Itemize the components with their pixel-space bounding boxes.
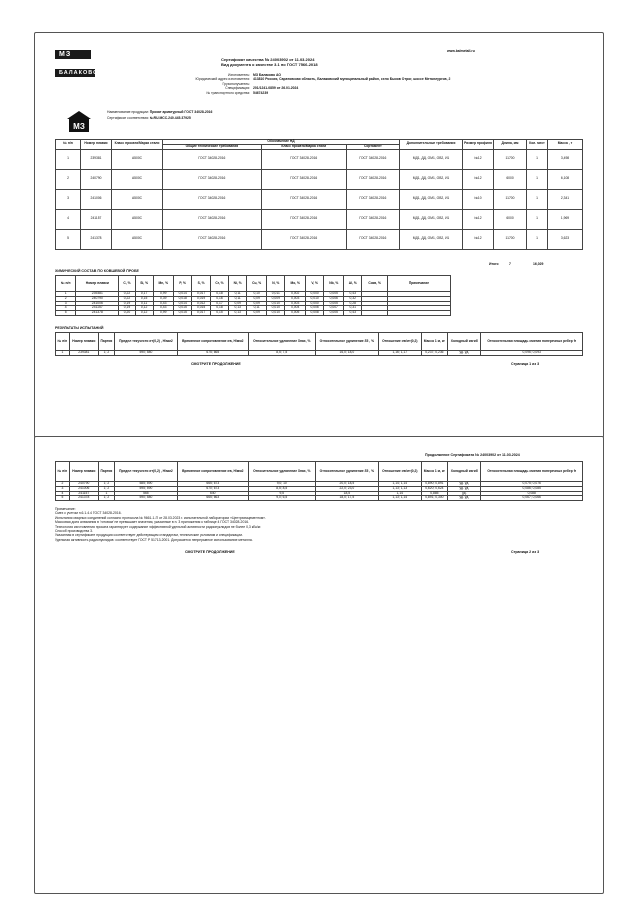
cell: 0,000 [305, 292, 323, 297]
product-table [55, 139, 583, 250]
cell: 0,017 [192, 311, 210, 316]
cell: 0,010 [267, 301, 285, 306]
cell: 6000 [494, 169, 527, 189]
cell: 1,14; 1,14 [379, 482, 421, 487]
cell: 1 [527, 169, 548, 189]
cell: 240790 [76, 296, 119, 301]
cell: 0,010 [305, 296, 323, 301]
cell: 0,005 [324, 301, 344, 306]
col-tech: Общие технические требования [163, 144, 262, 149]
cell: 240790 [81, 169, 112, 189]
col-nd-group: Обозначение НД [163, 140, 400, 145]
test-table [55, 332, 583, 356]
continue-label: СМОТРИТЕ ПРОДОЛЖЕНИЕ [185, 550, 235, 554]
info-label: Юридический адрес изготовителя: [195, 77, 250, 82]
cell: 590; 580 [115, 496, 178, 501]
cell: 1,16; 1,17 [379, 351, 421, 356]
test-col: № п/п [56, 462, 70, 482]
table-row [56, 169, 583, 189]
cell: 0,007 [324, 306, 344, 311]
cell: 2 [56, 296, 76, 301]
test-title: РЕЗУЛЬТАТЫ ИСПЫТАНИЙ [55, 326, 104, 330]
cell: 1 [98, 491, 114, 496]
table-row [56, 189, 583, 209]
cell: 0,018 [174, 296, 192, 301]
cell: 241006 [81, 189, 112, 209]
cell: 0,09 [229, 301, 247, 306]
cell: 0,20 [119, 311, 136, 316]
cell: 9,0; 10 [248, 482, 315, 487]
test-col: Номер плавки [69, 462, 98, 482]
cell: 1 [527, 149, 548, 169]
cell: A500C [112, 149, 163, 169]
chem-col: Номер плавки [76, 276, 119, 292]
cell: №12 [463, 209, 494, 229]
cell: №12 [463, 149, 494, 169]
col-length: Длина, мм [494, 140, 527, 150]
note-line: Способ производства 3. [55, 529, 93, 534]
cell: МД1, ДД, ОМ1, ОВ2, И1 [400, 189, 463, 209]
cell: ГОСТ 34028-2016 [346, 189, 399, 209]
cell: 0,237; 0,236 [421, 351, 448, 356]
cell: 1; 2 [98, 351, 114, 356]
cell: МД1, ДД, ОМ1, ОВ2, И1 [400, 169, 463, 189]
test-col: Масса 1 м, кг [421, 333, 448, 351]
cell: 2 [56, 482, 70, 487]
test-col: Относительное удлинение δ5 , % [315, 333, 378, 351]
cell: 0,890; 0,891 [421, 482, 448, 487]
conformity-row [107, 116, 191, 120]
cell [388, 311, 451, 316]
chem-col: Nb, % [324, 276, 344, 292]
cell: 0,17 [210, 301, 228, 306]
chem-col: Si, % [135, 276, 153, 292]
certificate-title: Сертификат качества № 24003902 от 11.03.2024 [221, 57, 315, 62]
cell: уд. уд. [448, 482, 481, 487]
info-label: Спецификация: [225, 86, 250, 91]
chem-col: № п/п [56, 276, 76, 292]
cell: 0,006 [324, 296, 344, 301]
test-col: № п/п [56, 333, 70, 351]
cell: 0,086; 0,085 [481, 486, 583, 491]
table-row [56, 229, 583, 249]
cell: 241157 [81, 209, 112, 229]
cell: 0,620; 0,624 [421, 486, 448, 491]
cell: 9,5 [248, 491, 315, 496]
cell: 0,09 [247, 311, 267, 316]
cell: 0,15 [210, 311, 228, 316]
cell: №12 [463, 169, 494, 189]
col-num: № п/п [56, 140, 81, 150]
continuation-header: Продолжение Сертификата № 24003902 от 11.03.2024 [425, 453, 520, 457]
page-number: Страница 1 из 3 [511, 362, 540, 366]
info-value: 413810 Россия, Саратовская область, Балаковский муниципальный район, село Быков Отрог, шоссе Металлургов, 2 [253, 77, 451, 82]
cell: 595; 590 [115, 486, 178, 491]
cell: 5 [56, 311, 76, 316]
page-number: Страница 2 из 3 [511, 550, 540, 554]
cell: ГОСТ 34028-2016 [346, 209, 399, 229]
col-grade-nd: Класс проката/Марка стали [261, 144, 346, 149]
cell: 0,28 [344, 301, 362, 306]
manufacturer-info [125, 73, 585, 95]
cell: 1; 2 [98, 486, 114, 491]
cell: 1 [56, 149, 81, 169]
col-grade: Класс проката/Марка стали [112, 140, 163, 150]
cell: 1 [527, 209, 548, 229]
certificate-page-1 [34, 32, 604, 438]
cell: 3 [56, 301, 76, 306]
info-label: № транспортного средства: [206, 90, 250, 95]
chem-col: Сэкв, % [362, 276, 388, 292]
cell: 0,011 [267, 292, 285, 297]
cell: 0,019 [192, 296, 210, 301]
cell: МД1, ДД, ОМ1, ОВ2, И1 [400, 229, 463, 249]
continue-label: СМОТРИТЕ ПРОДОЛЖЕНИЕ [191, 362, 241, 366]
cell: A500C [112, 229, 163, 249]
chem-col: Al, % [344, 276, 362, 292]
cell: 1; 2 [98, 482, 114, 487]
cell: 20,0; 18,5 [315, 482, 378, 487]
cell: 0,11 [247, 306, 267, 311]
cell: 239381 [69, 351, 98, 356]
cell: 0,31 [344, 306, 362, 311]
total-qty: 7 [509, 262, 511, 266]
test-col: Относительная площадь смятия поперечных ребер fr [481, 333, 583, 351]
cell: 0,088 [481, 491, 583, 496]
cell: 0,99 [153, 292, 173, 297]
test-col: Партия [98, 333, 114, 351]
conformity-value: №RU.МСС.240.445.37925 [149, 116, 191, 120]
test-col: Отношение σв/σт(0,2) [379, 462, 421, 482]
website-url[interactable]: www.balmetall.ru [447, 49, 475, 53]
info-value: МЗ Балаково АО [253, 73, 282, 77]
cell: 0,009 [267, 296, 285, 301]
cell: 0,015 [174, 306, 192, 311]
cell [362, 311, 388, 316]
cell: 0,010 [267, 306, 285, 311]
cell: 0,014 [174, 292, 192, 297]
cell: уд. [448, 491, 481, 496]
col-assort: Сортамент [346, 144, 399, 149]
cell: 0,19 [119, 301, 136, 306]
cell: ГОСТ 34028-2016 [261, 209, 346, 229]
cell: МД1, ДД, ОМ1, ОВ2, И1 [400, 209, 463, 229]
cell: 4 [56, 491, 70, 496]
chem-table [55, 275, 451, 316]
test-col: Относительное удлинение δ5 , % [315, 462, 378, 482]
chem-col: Примечание [388, 276, 451, 292]
svg-text:МЗ: МЗ [73, 122, 85, 131]
cell: МД1, ДД, ОМ1, ОВ2, И1 [400, 149, 463, 169]
table-row [56, 149, 583, 169]
cell: 585; 590 [115, 482, 178, 487]
cell: ГОСТ 34028-2016 [346, 169, 399, 189]
cell: 9,0; 6,5 [248, 496, 315, 501]
cell: 0,015 [192, 306, 210, 311]
note-line: Указанная в сертификате продукция соответствует действующим стандартам, технические условиям и спецификации. [55, 533, 243, 538]
cell: 0,15 [135, 296, 153, 301]
total-label: Итого [489, 262, 499, 266]
info-label: Грузополучатель: [222, 81, 250, 86]
chem-col: Cr, % [210, 276, 228, 292]
cell: 0,09 [247, 301, 267, 306]
cell: 640 [177, 491, 248, 496]
cell: 0,09 [247, 296, 267, 301]
cell: A500C [112, 189, 163, 209]
cell: ГОСТ 34028-2016 [346, 229, 399, 249]
cell: 1 [527, 189, 548, 209]
chem-col: N, % [267, 276, 285, 292]
cell: 0,000 [305, 301, 323, 306]
cell: 241378 [76, 311, 119, 316]
cell: 0,008 [305, 311, 323, 316]
cell: 2,341 [548, 189, 583, 209]
chem-col: V, % [305, 276, 323, 292]
cell: 1 [56, 351, 70, 356]
cell: 0,18 [210, 306, 228, 311]
cell: ГОСТ 34028-2016 [261, 149, 346, 169]
cell: 0,43 [153, 306, 173, 311]
table-row [56, 311, 451, 316]
cell: 0,002 [285, 292, 305, 297]
cell: ГОСТ 34028-2016 [163, 169, 262, 189]
cell: 0,32 [344, 296, 362, 301]
test-col: Предел текучести σт(0,2) , Н/мм2 [115, 333, 178, 351]
cell: 240790 [69, 482, 98, 487]
cell: 241378 [81, 229, 112, 249]
cell: 0,22 [119, 296, 136, 301]
cell: 670; 673 [177, 486, 248, 491]
test-col: Отношение σв/σт(0,2) [379, 333, 421, 351]
col-melt: Номер плавки [81, 140, 112, 150]
cell: 3 [56, 486, 70, 491]
product-value: Прокат арматурный ГОСТ 34028-2016 [149, 110, 213, 114]
cell: 0,067; 0,066 [481, 496, 583, 501]
cell: 0,22 [119, 292, 136, 297]
cell: 0,10 [247, 292, 267, 297]
note-line: Примечание: [55, 507, 76, 511]
col-mass: Масса , т [548, 140, 583, 150]
test-col: Относительная площадь смятия поперечных ребер fr [481, 462, 583, 482]
cell: 1; 2 [98, 496, 114, 501]
cell: 665; 673 [177, 482, 248, 487]
chem-col: Ni, % [229, 276, 247, 292]
cell: 565 [115, 491, 178, 496]
chem-col: Mo, % [285, 276, 305, 292]
cell: 4 [56, 306, 76, 311]
cell: 11700 [494, 149, 527, 169]
cell: уд. уд. [448, 496, 481, 501]
test-col: Временное сопротивление σв, Н/мм2 [177, 462, 248, 482]
chem-col: Cu, % [247, 276, 267, 292]
cell: 0,004 [285, 306, 305, 311]
cell: 0,003 [285, 301, 305, 306]
cell: 5 [56, 496, 70, 501]
certificate-page-2 [34, 436, 604, 894]
note-line: Смех с учетом п.6.1.4.4 ГОСТ 34028-2016. [55, 511, 122, 516]
chem-col: S, % [192, 276, 210, 292]
note-line: Массовая доля алюминия в 'готовом' не превышает значения, указанные в п. 3 приложения к таблице 4 ГОСТ 34028-2016. [55, 520, 250, 525]
cell: ГОСТ 34028-2016 [261, 189, 346, 209]
cell: ГОСТ 34028-2016 [163, 209, 262, 229]
cell: 0,891; 0,300 [421, 496, 448, 501]
table-row [56, 209, 583, 229]
certificate-subtitle: Вид документа о качестве 3.1 по ГОСТ 7566-2018 [221, 62, 318, 67]
cell: 0,010 [267, 311, 285, 316]
cell: ГОСТ 34028-2016 [261, 169, 346, 189]
cell: 0,11 [229, 292, 247, 297]
cell: 239381 [81, 149, 112, 169]
chem-col: Mn, % [153, 276, 173, 292]
test-col: Относительное удлинение δпах, % [248, 333, 315, 351]
cell: 0,012 [192, 301, 210, 306]
cell: 239381 [76, 292, 119, 297]
test-col: Партия [98, 462, 114, 482]
cell: 590; 580 [115, 351, 178, 356]
cell: 0,43 [153, 301, 173, 306]
cell: 1,14 [379, 491, 421, 496]
cell: 0,13 [229, 311, 247, 316]
cell: 0,12 [135, 306, 153, 311]
test-col: Холодный изгиб [448, 333, 481, 351]
cell: 1,13; 1,13 [379, 486, 421, 491]
cell: 18,5 [315, 491, 378, 496]
cell: A500C [112, 169, 163, 189]
cell: 241006 [76, 301, 119, 306]
cell: 3,623 [548, 229, 583, 249]
product-rows [56, 149, 583, 249]
cell: 0,99 [153, 311, 173, 316]
cell: 241378 [69, 496, 98, 501]
cell: 16,0; 18,0 [315, 351, 378, 356]
cell: 1,13; 1,14 [379, 496, 421, 501]
cell: 0,13 [229, 306, 247, 311]
cell: 0,19 [119, 306, 136, 311]
cell: 0,18 [210, 292, 228, 297]
cell: 0,006 [305, 306, 323, 311]
info-label: Изготовитель: [227, 73, 250, 77]
cell: 241157 [69, 491, 98, 496]
test-table-continued [55, 461, 583, 501]
cell: 5 [56, 229, 81, 249]
cell: 0,17 [135, 292, 153, 297]
cell: 0,11 [135, 301, 153, 306]
cell: ГОСТ 34028-2016 [163, 149, 262, 169]
logo-top: МЗ [55, 50, 91, 59]
cell: ГОСТ 34028-2016 [163, 189, 262, 209]
test-col: Временное сопротивление σв, Н/мм2 [177, 333, 248, 351]
cell: 241006 [69, 486, 98, 491]
notes-block [55, 507, 475, 542]
cell: 0,014 [174, 301, 192, 306]
cell: 0,43 [344, 311, 362, 316]
cell: 1 [527, 229, 548, 249]
cell: 18,0; 17,5 [315, 496, 378, 501]
col-size: Размер профиля [463, 140, 494, 150]
cell: 2 [56, 169, 81, 189]
cell: A500C [112, 209, 163, 229]
product-label: Наименование продукции: [107, 110, 149, 114]
mz-stamp-icon [65, 109, 93, 133]
test-col: Номер плавки [69, 333, 98, 351]
cell: 6000 [494, 209, 527, 229]
test-col: Предел текучести σт(0,2) , Н/мм2 [115, 462, 178, 482]
cell: ГОСТ 34028-2016 [261, 229, 346, 249]
col-qty: Кол. мест [527, 140, 548, 150]
cell: 0,017 [192, 292, 210, 297]
cell: 0,005 [324, 311, 344, 316]
cell: 1 [56, 292, 76, 297]
cell: 241157 [76, 306, 119, 311]
test-col: Относительное удлинение δпах, % [248, 462, 315, 482]
cell: 0,003 [285, 296, 305, 301]
conformity-label: Сертификат соответствия: [107, 116, 149, 120]
table-row [56, 351, 583, 356]
product-row [107, 110, 212, 114]
cell: 0,005 [324, 292, 344, 297]
cell: 3,498 [548, 149, 583, 169]
chem-col: C, % [119, 276, 136, 292]
cell: 0,075; 0,076 [481, 482, 583, 487]
cell: 22,0; 23,0 [315, 486, 378, 491]
note-line: Удельная активность радионуклидов: соответствует ГОСТ Р 51713-2001. Допускается непрерывное использование металла. [55, 537, 253, 542]
cell: №12 [463, 229, 494, 249]
table-row [56, 496, 583, 501]
cell: 0,16 [210, 296, 228, 301]
cell: 675; 665 [177, 351, 248, 356]
cell: 11700 [494, 189, 527, 209]
cell: ГОСТ 34028-2016 [346, 149, 399, 169]
chem-title: ХИМИЧЕСКИЙ СОСТАВ ПО КОВШЕВОЙ ПРОБЕ [55, 269, 139, 273]
cell: 0,39 [153, 296, 173, 301]
cell: 8,5; 8,5 [248, 486, 315, 491]
cell: №10 [463, 189, 494, 209]
cell: 0,096; 0,093 [481, 351, 583, 356]
cell: 0,005 [285, 311, 305, 316]
test-col: Масса 1 м, кг [421, 462, 448, 482]
note-line: Испытания сварных соединений согласно протокола № 9661-1-П от 28.03.2023 г. испытательной лаборатории «Центрхимцементом». [55, 515, 267, 520]
cell: 8,5; 7,5 [248, 351, 315, 356]
cell: ГОСТ 34028-2016 [163, 229, 262, 249]
info-value: 54674239 [253, 90, 269, 95]
cell: 0,12 [135, 311, 153, 316]
cell: 3 [56, 189, 81, 209]
col-extra: Дополнительные требования [400, 140, 463, 150]
total-mass: 16,029 [533, 262, 544, 266]
cell: 4 [56, 209, 81, 229]
cell: 0,885 [421, 491, 448, 496]
cell: 665; 663 [177, 496, 248, 501]
chem-col: P, % [174, 276, 192, 292]
cell: 0,015 [174, 311, 192, 316]
cell: уд. уд. [448, 486, 481, 491]
cell: 11700 [494, 229, 527, 249]
note-line: Технология изготовления проката гарантирует содержание эффективной удельной активности радионуклидов не более 0,3 кБк/кг. [55, 524, 262, 529]
cell: 6,108 [548, 169, 583, 189]
cell: 0,43 [344, 292, 362, 297]
cell: 1,969 [548, 209, 583, 229]
cell: 0,11 [229, 296, 247, 301]
logo-bottom: БАЛАКОВО [55, 69, 95, 77]
cell: уд. уд. [448, 351, 481, 356]
test-col: Холодный изгиб [448, 462, 481, 482]
info-value: 201/1241-0859 от 26.01.2024 [253, 86, 299, 91]
